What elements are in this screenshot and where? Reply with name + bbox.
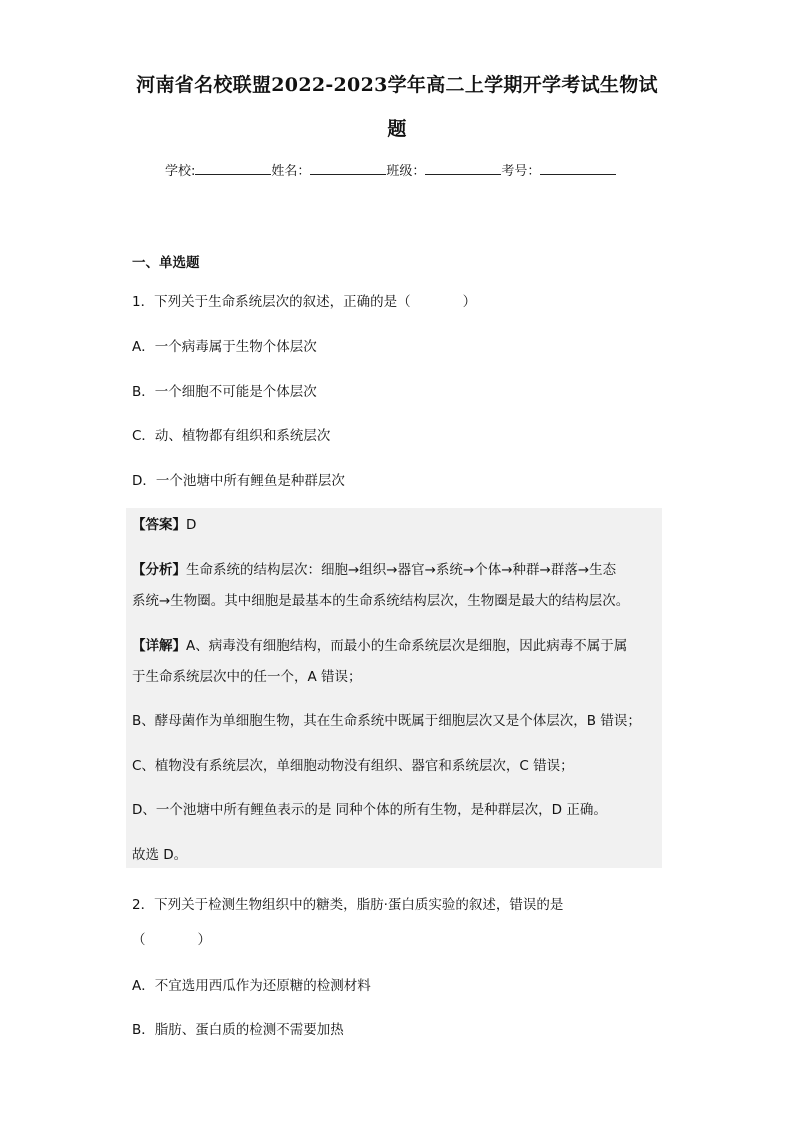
answer-value: D bbox=[186, 517, 197, 533]
analysis-tag: 【分析】 bbox=[132, 562, 186, 578]
question-1-stem-end: ） bbox=[462, 294, 477, 310]
name-blank bbox=[310, 162, 386, 175]
question-2-paren-close: ） bbox=[197, 932, 211, 948]
question-2-option-a: A．不宜选用西瓜作为还原糖的检测材料 bbox=[132, 978, 371, 994]
detail-line-4: C、植物没有系统层次，单细胞动物没有组织、器官和系统层次，C 错误； bbox=[132, 758, 574, 774]
question-1-stem bbox=[132, 293, 476, 311]
detail-tag: 【详解】 bbox=[132, 638, 186, 654]
class-label: 班级： bbox=[386, 164, 426, 179]
section-heading: 一、单选题 bbox=[132, 255, 200, 271]
answer-line bbox=[132, 516, 196, 534]
analysis-line-1 bbox=[132, 561, 616, 579]
detail-line-5: D、一个池塘中所有鲤鱼表示的是 同种个体的所有生物，是种群层次，D 正确。 bbox=[132, 802, 607, 818]
detail-text-1: A、病毒没有细胞结构，而最小的生命系统层次是细胞，因此病毒不属于属 bbox=[186, 638, 628, 654]
question-1-option-a: A．一个病毒属于生物个体层次 bbox=[132, 339, 317, 355]
name-label: 姓名： bbox=[271, 164, 311, 179]
class-blank bbox=[425, 162, 501, 175]
question-1-option-b: B．一个细胞不可能是个体层次 bbox=[132, 384, 317, 400]
question-1-option-c: C．动、植物都有组织和系统层次 bbox=[132, 428, 331, 444]
conclusion-line: 故选 D。 bbox=[132, 847, 188, 863]
question-1-stem-text: 1．下列关于生命系统层次的叙述，正确的是（ bbox=[132, 294, 411, 310]
student-info-line bbox=[165, 160, 616, 179]
detail-line-1 bbox=[132, 637, 627, 655]
school-blank bbox=[195, 162, 271, 175]
question-2-stem: 2．下列关于检测生物组织中的糖类，脂肪·蛋白质实验的叙述，错误的是 bbox=[132, 897, 564, 913]
question-2-paren-line bbox=[132, 931, 211, 949]
question-2-option-b: B．脂肪、蛋白质的检测不需要加热 bbox=[132, 1022, 344, 1038]
analysis-line-2: 系统→生物圈。其中细胞是最基本的生命系统结构层次，生物圈是最大的结构层次。 bbox=[132, 593, 630, 609]
school-label: 学校: bbox=[165, 164, 196, 179]
question-2-paren-open: （ bbox=[132, 932, 146, 948]
analysis-text-1: 生命系统的结构层次：细胞→组织→器官→系统→个体→种群→群落→生态 bbox=[186, 562, 617, 578]
number-blank bbox=[540, 162, 616, 175]
answer-tag: 【答案】 bbox=[132, 517, 186, 533]
document-title-line-2: 题 bbox=[387, 118, 407, 140]
detail-line-3: B、酵母菌作为单细胞生物，其在生命系统中既属于细胞层次又是个体层次，B 错误； bbox=[132, 713, 641, 729]
question-1-option-d: D．一个池塘中所有鲤鱼是种群层次 bbox=[132, 473, 345, 489]
document-title-line-1: 河南省名校联盟2022-2023学年高二上学期开学考试生物试 bbox=[136, 74, 658, 96]
detail-line-2: 于生命系统层次中的任一个，A 错误； bbox=[132, 669, 362, 685]
number-label: 考号： bbox=[501, 164, 541, 179]
